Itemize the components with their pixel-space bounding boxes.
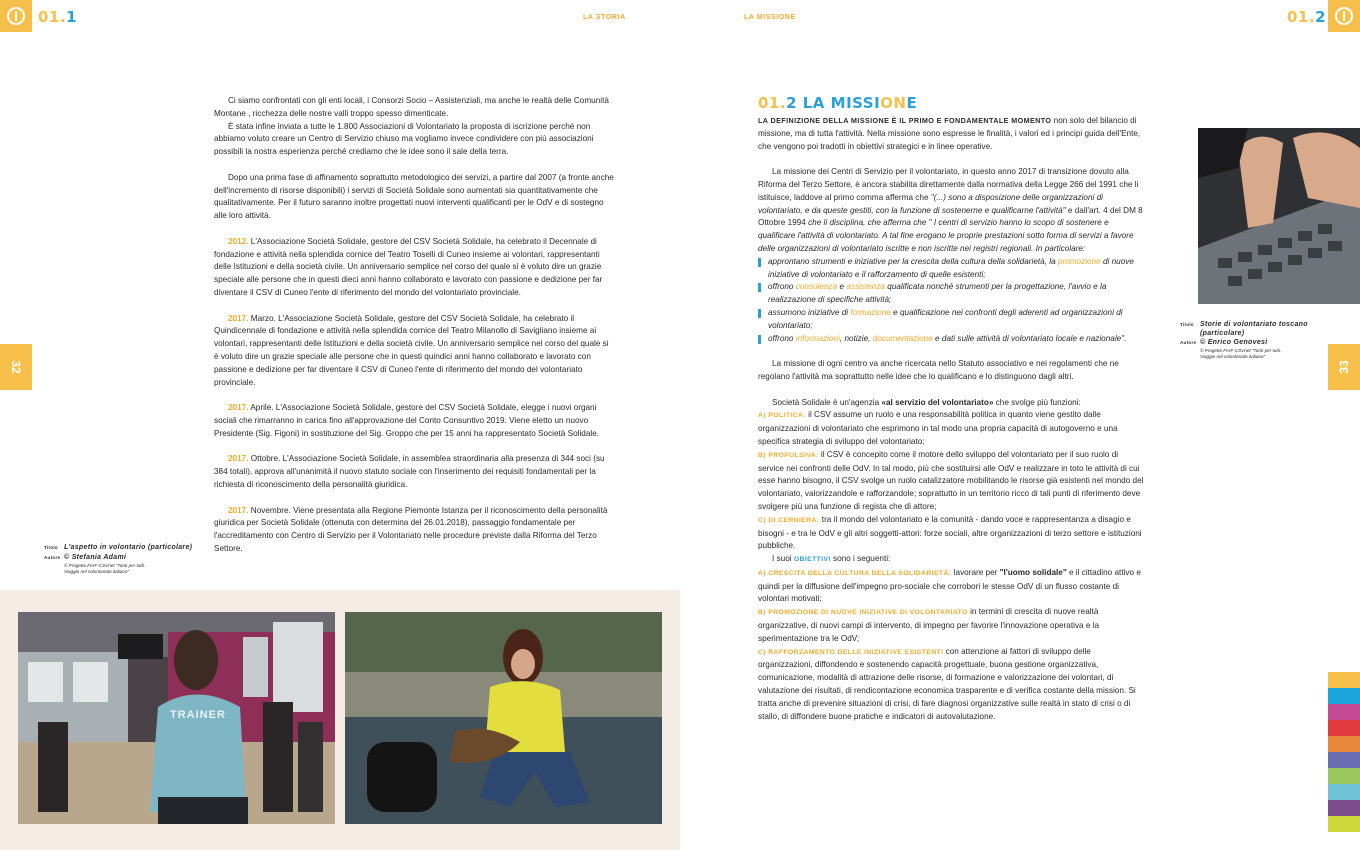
list-item: offrono consulenza e assistenza qualificata nonché strumenti per la progettazione, l'avvio e la realizzazione di specifiche attività; xyxy=(758,281,1144,307)
paragraph: Ci siamo confrontati con gli enti locali, i Consorzi Socio – Assistenziali, ma anche le realtà delle Comunità Montane , ricchezza delle nostre valli troppo spesso dimenticate. xyxy=(214,96,609,118)
color-swatch xyxy=(1328,720,1360,736)
objective-item: B) PROMOZIONE DI NUOVE INIZIATIVE DI VOLONTARIATO in termini di crescita di nuove realtà organizzative, di nuovi campi di intervento, di impegno per favorire l'innovazione operativa e la sperimentazione tra le OdV; xyxy=(758,607,1100,643)
color-swatch xyxy=(1328,752,1360,768)
paragraph: Dopo una prima fase di affinamento soprattutto metodologico dei servizi, a partire dal 2007 (a fronte anche dell'incremento di risorse disponibili) i servizi di Società Solidale sono aumentati sia quantitativamente che qualitativamente. Per il futuro saranno inoltre progettati nuovi interventi qualificanti per le OdV e di sostegno alle loro attività. xyxy=(214,172,614,221)
gym-photo xyxy=(18,612,335,824)
volunteer-photo xyxy=(345,612,662,824)
color-swatch xyxy=(1328,768,1360,784)
list-item: approntano strumenti e iniziative per la crescita della cultura della solidarietà, la promozione di nuove iniziative di volontariato e il rafforzamento di quelle esistenti; xyxy=(758,256,1144,282)
event-paragraph: 2017. Marzo. L'Associazione Società Solidale, gestore del CSV Società Solidale, ha celebrato il Quindicennale di fondazione e attività nella splendida cornice del Teatro Milanollo di Savigliano insieme ai volontari, rappresentanti delle Istituzioni e della società civile. Un anniversario semplice nel corso del quale si è voluto dire un grazie speciale alle persone che in questi quindici anni hanno collaborato e lavorato con passione e dedizione per far diventare il CSV di Cuneo l'ente di riferimento del mondo del volontariato provinciale. xyxy=(214,313,609,387)
objectives-intro: I suoi OBIETTIVI sono i seguenti: xyxy=(772,554,891,564)
right-text-column xyxy=(758,115,1144,723)
page-number-right: 33 xyxy=(1328,344,1360,390)
shirt-text: TRAINER xyxy=(170,709,226,721)
color-swatch xyxy=(1328,784,1360,800)
event-paragraph: 2017. Novembre. Viene presentata alla Regione Piemonte Istanza per il riconoscimento della personalità giuridica per Società Solidale (ottenuta con determina del 26.01.2018), passaggio fondamentale per l'accreditamento con Centro di Servizio per il Volontariato nelle procedure previste dalla Riforma del Terzo Settore. xyxy=(214,505,608,553)
event-paragraph: 2017. Aprile. L'Associazione Società Solidale, gestore del CSV Società Solidale, elegge i nuovi organi sociali che rimarranno in carica fino all'approvazione del Conto Consuntivo 2019. Viene eletto un nuovo Presidente (Sig. Figoni) in sostituzione del Sig. Groppo che per 15 anni ha rappresentato Società Solidale. xyxy=(214,403,600,438)
paragraph: La missione di ogni centro va anche ricercata nello Statuto associativo e nei regolamenti che ne regolano l'attività ma soprattutto nelle idee che lo qualificano e lo distinguono dagli altri. xyxy=(758,359,1119,381)
left-text-column xyxy=(214,95,614,556)
info-icon xyxy=(1328,0,1360,32)
color-swatch xyxy=(1328,688,1360,704)
photo-caption-right: Titolo Storie di volontariato toscano (particolare) Autore © Enrico Genovesi © Progetto FIAF-CSVnet "Tanti per tutti. Viaggio nel volontariato italiano" xyxy=(1180,321,1308,359)
function-item: A) POLITICA: il CSV assume un ruolo e una responsabilità politica in quanto viene gestito dalle organizzazioni di volontariato che esprimono in tal modo una propria capacità di autogoverno e una specifica strategia di sviluppo del volontariato; xyxy=(758,410,1118,446)
color-swatch xyxy=(1328,672,1360,688)
page-number-left: 32 xyxy=(0,344,32,390)
photo-caption-left: Titolo L'aspetto in volontario (particolare) Autore © Stefania Adami © Progetto FIAF-CSVnet "Tanti per tutti. Viaggio nel volontariato italiano" xyxy=(44,544,193,574)
objective-item: C) RAFFORZAMENTO DELLE INIZIATIVE ESISTENTI con attenzione ai fattori di sviluppo delle organizzazioni, diffondendo e sostenendo capacità progettuale, buona gestione organizzativa, comunicazione, modalità di attrazione delle risorse, di formazione e valorizzazione dei volontari, di valutazione dei risultati, di rendicontazione economica trasparente e di verifica costante della mission. Si tratta anche di prevenire situazioni di crisi, di fare diagnosi organizzative sulle realtà in stato di crisi o di stallo, di diffondere buone pratiche e indicatori di autovalutazione. xyxy=(758,646,1136,721)
running-title-left: LA STORIA xyxy=(583,14,626,21)
paragraph: È stata infine inviata a tutte le 1.800 Associazioni di Volontariato la proposta di iscrizione perché non abbiamo voluto creare un Centro di Servizio chiuso ma vogliamo invece condividere con più associazioni possibili la nostra esperienza perché crediamo che le idee sono il sale della terra. xyxy=(214,121,594,157)
objective-item: A) CRESCITA DELLA CULTURA DELLA SOLIDARIETÀ: lavorare per "l'uomo solidale" e il cittadino attivo e quindi per la diffusione dell'impegno pro-sociale che corrobori le stesse OdV di un flusso costante di volontari motivati; xyxy=(758,567,1141,604)
section-number-left: 01.1 xyxy=(38,8,78,26)
list-item: offrono informazioni, notizie, documentazione e dati sulle attività di volontariato locale e nazionale". xyxy=(758,333,1144,346)
intro-paragraph: LA DEFINIZIONE DELLA MISSIONE È IL PRIMO E FONDAMENTALE MOMENTO non solo del bilancio di missione, ma di tutta l'attività. Nella missione sono espresse le finalità, i valori ed i principi guida dell'Ente, che vengono poi tradotti in obiettivi strategici e in linee operative. xyxy=(758,116,1141,151)
running-title-right: LA MISSIONE xyxy=(744,14,796,21)
event-paragraph: 2012. L'Associazione Società Solidale, gestore del CSV Società Solidale, ha celebrato il Decennale di fondazione e attività nella splendida cornice del Teatro Toselli di Cuneo insieme ai volontari, rappresentanti delle Istituzioni e della società civile. Un anniversario semplice nel corso del quale si è voluto dire un grazie speciale alle persone che in questi dieci anni hanno collaborato e lavorato con passione e dedizione per far diventare il CSV di Cuneo l'ente di riferimento del mondo del volontariato provinciale. xyxy=(214,236,603,297)
paragraph: Società Solidale è un'agenzia «al servizio del volontariato» che svolge più funzioni: xyxy=(772,397,1081,407)
color-swatch xyxy=(1328,816,1360,832)
list-item: assumono iniziative di formazione e qualificazione nei confronti degli aderenti ad organizzazioni di volontariato; xyxy=(758,307,1144,333)
color-swatch xyxy=(1328,800,1360,816)
keyboard-photo xyxy=(1198,128,1360,304)
color-swatch xyxy=(1328,736,1360,752)
color-swatch xyxy=(1328,704,1360,720)
event-paragraph: 2017. Ottobre. L'Associazione Società Solidale, in assemblea straordinaria alla presenza di 344 soci (su 384 totali), approva all'unanimità il nuovo statuto sociale con l'inserimento dei requisiti fondamentali per la richiesta di riconoscimento della personalità giuridica. xyxy=(214,454,605,489)
info-icon xyxy=(0,0,32,32)
mission-paragraph: La missione dei Centri di Servizio per il volontariato, in questo anno 2017 di transizione dovuto alla Riforma del Terzo Settore, è ancora stabilita direttamente dalla normativa della Legge 266 del 1991 che li istituisce, laddove al primo comma afferma che "(...) sono a disposizione delle organizzazioni di volontariato, e da queste gestiti, con la funzione di sostenerne e qualificarne l'attività" e dall'art. 4 del DM 8 Ottobre 1994 che li disciplina, che afferma che " I centri di servizio hanno lo scopo di sostenere e qualificare l'attività di volontariato. A tal fine erogano le proprie prestazioni sotto forma di servizi a favore delle organizzazioni di volontariato iscritte e non iscritte nei registri regionali. In particolare: xyxy=(758,167,1143,253)
function-item: B) PROPULSIVA: il CSV è concepito come il motore dello sviluppo del volontariato per il suo ruolo di service nei confronti delle OdV. In tal modo, più che sostituirsi alle OdV e realizzare in toto le attività di cui esse hanno bisogno, il CSV svolge un ruolo catalizzatore mobilitando le risorse già esistenti nel mondo del volontariato, valorizzandole e rafforzandole; soprattutto in un territorio ricco di tali punti di riferimento deve svolgere più una funzione di regista che di attore; xyxy=(758,449,1144,511)
section-heading: 01.2 LA MISSIONE xyxy=(758,94,918,112)
section-number-right: 01.2 xyxy=(1287,8,1327,26)
function-item: C) DI CERNIERA: tra il mondo del volontariato e la comunità - dando voce e rappresentanza a disagio e bisogni - e tra le OdV e gli altri soggetti-attori: forze sociali, altre organizzazioni di terzo settore e istituzioni pubbliche. xyxy=(758,514,1142,551)
